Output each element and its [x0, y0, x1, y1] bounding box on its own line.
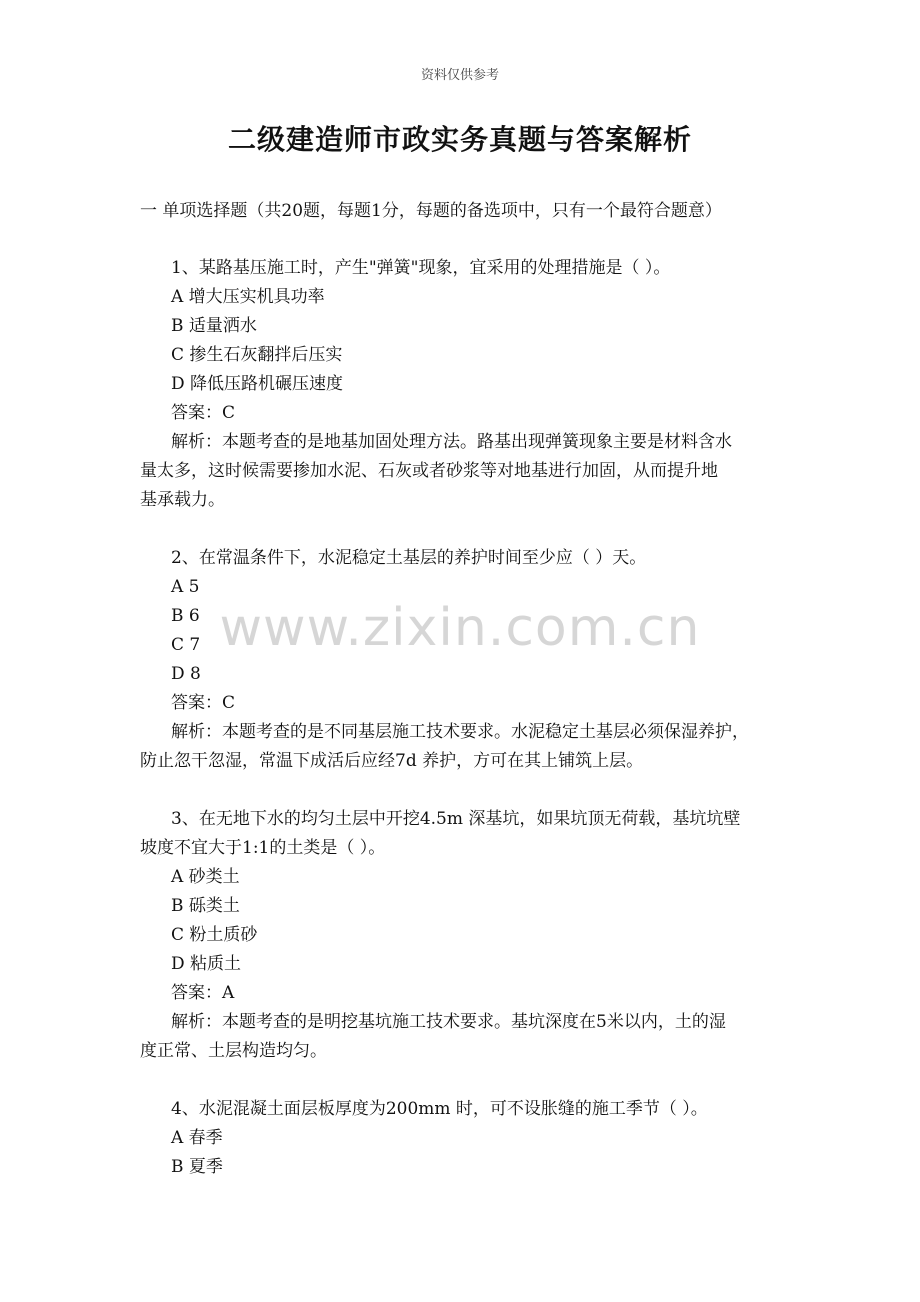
answer: 答案：C — [171, 693, 236, 713]
answer: 答案：A — [171, 983, 235, 1003]
option-a: A 砂类土 — [171, 867, 240, 887]
question-stem-cont: 坡度不宜大于1:1的土类是（ ）。 — [140, 838, 386, 858]
question-stem: 1、某路基压施工时，产生"弹簧"现象，宜采用的处理措施是（ ）。 — [171, 258, 671, 278]
question-3 — [140, 805, 780, 1066]
analysis-line: 解析：本题考查的是地基加固处理方法。路基出现弹簧现象主要是材料含水 — [171, 432, 732, 452]
option-d: D 8 — [171, 664, 201, 684]
question-stem: 3、在无地下水的均匀土层中开挖4.5m 深基坑，如果坑顶无荷载，基坑坑壁 — [171, 809, 741, 829]
option-b: B 夏季 — [171, 1157, 223, 1177]
question-4 — [140, 1095, 780, 1182]
analysis-line: 防止忽干忽湿，常温下成活后应经7d 养护，方可在其上铺筑上层。 — [140, 751, 644, 771]
analysis-line: 解析：本题考查的是明挖基坑施工技术要求。基坑深度在5米以内，土的湿 — [171, 1012, 726, 1032]
question-stem: 4、水泥混凝土面层板厚度为200mm 时，可不设胀缝的施工季节（ ）。 — [171, 1099, 708, 1119]
question-stem: 2、在常温条件下，水泥稳定土基层的养护时间至少应（ ）天。 — [171, 548, 647, 568]
option-b: B 6 — [171, 606, 200, 626]
option-c: C 7 — [171, 635, 201, 655]
spacer — [140, 515, 780, 544]
option-a: A 增大压实机具功率 — [171, 287, 325, 307]
spacer — [140, 1066, 780, 1095]
section-heading: 一 单项选择题（共20题，每题1分，每题的备选项中，只有一个最符合题意） — [140, 201, 722, 221]
question-2 — [140, 544, 780, 776]
analysis-line: 基承载力。 — [140, 490, 225, 510]
option-d: D 粘质土 — [171, 954, 242, 974]
analysis-line: 度正常、土层构造均匀。 — [140, 1041, 327, 1061]
option-a: A 5 — [171, 577, 200, 597]
document-title: 二级建造师市政实务真题与答案解析 — [227, 123, 692, 156]
option-b: B 适量洒水 — [171, 316, 257, 336]
option-c: C 掺生石灰翻拌后压实 — [171, 345, 343, 365]
page-header: 资料仅供参考 — [420, 68, 499, 83]
analysis-line: 量太多，这时候需要掺加水泥、石灰或者砂浆等对地基进行加固，从而提升地 — [140, 461, 718, 481]
option-d: D 降低压路机碾压速度 — [171, 374, 344, 394]
analysis-line: 解析：本题考查的是不同基层施工技术要求。水泥稳定土基层必须保湿养护， — [171, 722, 749, 742]
question-list — [140, 254, 780, 1182]
option-a: A 春季 — [171, 1128, 223, 1148]
option-b: B 砾类土 — [171, 896, 240, 916]
spacer — [140, 776, 780, 805]
question-1 — [140, 254, 780, 515]
watermark: www.zixin.com.cn — [219, 598, 701, 658]
answer: 答案：C — [171, 403, 236, 423]
option-c: C 粉土质砂 — [171, 925, 258, 945]
